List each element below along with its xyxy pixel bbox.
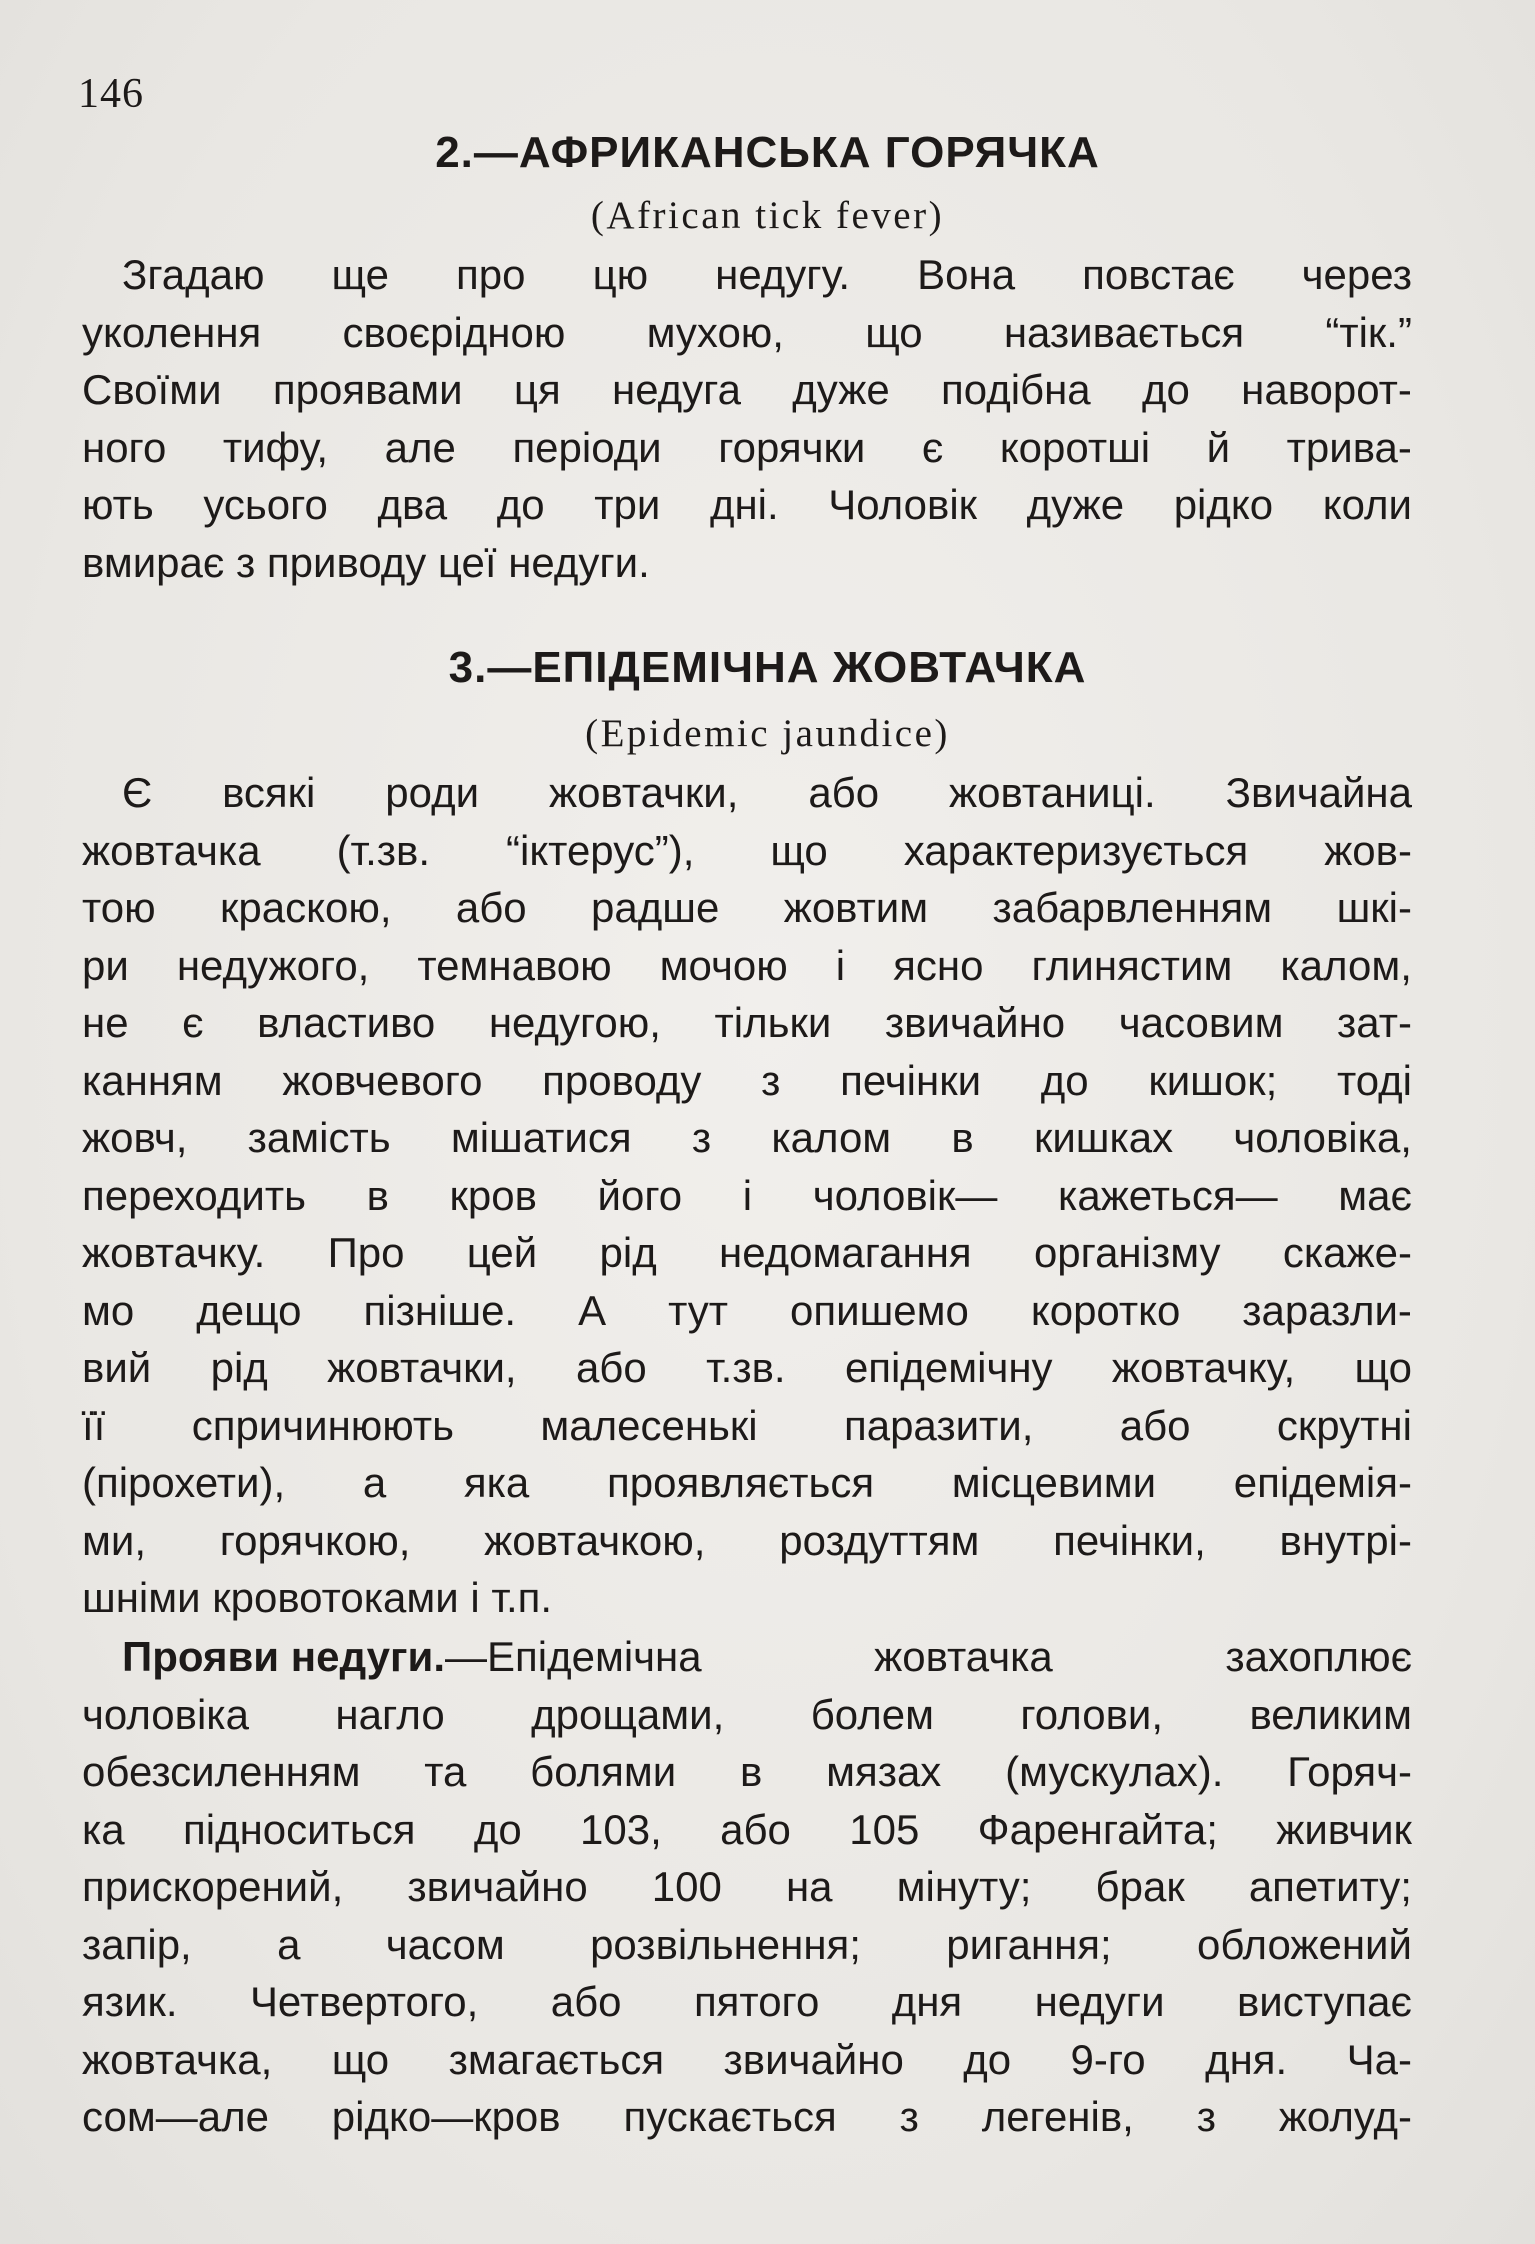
word: жов- xyxy=(1324,826,1412,874)
word: проводу xyxy=(542,1056,702,1104)
word: розвільнення; xyxy=(590,1920,861,1968)
word: й xyxy=(1206,423,1231,471)
word: ри xyxy=(82,941,129,989)
word: радше xyxy=(591,884,720,931)
word: що xyxy=(1354,1344,1412,1391)
word: що xyxy=(331,2035,390,2083)
word: два xyxy=(377,481,448,528)
word: А xyxy=(578,1286,607,1334)
word: забарвленням xyxy=(992,884,1273,931)
paragraph-african-fever xyxy=(82,246,1412,591)
word: 9-го xyxy=(1070,2035,1146,2083)
word: обложений xyxy=(1197,1920,1412,1968)
text-line xyxy=(82,994,1412,1052)
text-line xyxy=(82,1282,1412,1340)
text-line xyxy=(82,476,1412,534)
word: язик. xyxy=(82,1978,178,2025)
word: жовтачки, xyxy=(548,769,739,816)
word: болем xyxy=(810,1690,934,1738)
word: глинястим xyxy=(1031,941,1233,989)
word: звичайно xyxy=(407,1863,588,1910)
word: рід xyxy=(210,1344,268,1391)
paragraph-jaundice-types xyxy=(82,764,1412,1627)
word: виступає xyxy=(1236,1978,1412,2025)
word: кишках xyxy=(1033,1114,1174,1161)
text-line xyxy=(82,246,1412,304)
word: паразити, xyxy=(843,1401,1034,1449)
word: коротко xyxy=(1030,1286,1181,1334)
word: Є xyxy=(122,769,153,816)
word: тільки xyxy=(714,999,832,1046)
text-line xyxy=(82,1397,1412,1455)
word: ка xyxy=(82,1805,125,1853)
word: рідко xyxy=(1173,481,1274,528)
word: всякі xyxy=(222,769,316,816)
word: до xyxy=(1141,366,1190,413)
word: епідемічну xyxy=(844,1344,1053,1391)
text-line xyxy=(82,1224,1412,1282)
word: уколення xyxy=(82,308,262,356)
word: пятого xyxy=(693,1978,820,2025)
word: дні. xyxy=(709,481,779,528)
word: замість xyxy=(247,1114,391,1161)
word: організму xyxy=(1033,1229,1221,1276)
word: жовтачка xyxy=(82,826,261,874)
word: темнавою xyxy=(417,941,612,989)
word: яка xyxy=(463,1459,530,1506)
word: обезсиленням xyxy=(82,1748,361,1795)
word: мухою, xyxy=(646,308,784,356)
word: роди xyxy=(385,769,480,816)
word: дуже xyxy=(792,366,890,413)
word: недугою, xyxy=(488,999,661,1046)
word: внутрі- xyxy=(1279,1516,1412,1564)
word: жовтим xyxy=(783,884,929,931)
word: її xyxy=(82,1401,106,1449)
word: горячки xyxy=(718,423,866,471)
word: наворот- xyxy=(1241,366,1412,413)
word: часом xyxy=(385,1920,505,1968)
word: тою xyxy=(82,884,156,931)
text-line xyxy=(82,1858,1412,1916)
word: скрутні xyxy=(1276,1401,1412,1449)
word: жолуд- xyxy=(1278,2093,1412,2140)
word: Вона xyxy=(917,251,1016,298)
word: часовим xyxy=(1118,999,1284,1046)
word: усього xyxy=(203,481,328,528)
word: дрощами, xyxy=(531,1690,725,1738)
text-line xyxy=(82,2031,1412,2089)
word: жовтаниці. xyxy=(949,769,1156,816)
word: характеризується xyxy=(903,826,1249,874)
text-line xyxy=(82,1167,1412,1225)
word: ригання; xyxy=(946,1920,1112,1968)
text-line xyxy=(82,822,1412,880)
word: чоловіка, xyxy=(1233,1114,1412,1161)
word: Прояви недуги.—Епідемічна xyxy=(122,1633,702,1680)
text-line xyxy=(82,1686,1412,1744)
word: Чоловік xyxy=(828,481,978,528)
word: мязах xyxy=(826,1748,942,1795)
text-line xyxy=(82,361,1412,419)
word: дня xyxy=(891,1978,963,2025)
word: або xyxy=(575,1344,647,1391)
word: великим xyxy=(1249,1690,1412,1738)
word: малесенькі xyxy=(540,1401,758,1449)
word: та xyxy=(424,1748,467,1795)
word: про xyxy=(456,251,526,298)
word: до xyxy=(963,2035,1012,2083)
word: трива- xyxy=(1286,423,1412,471)
text-line xyxy=(82,937,1412,995)
word: або xyxy=(720,1805,791,1853)
word: тут xyxy=(668,1286,729,1334)
word: (мускулах). xyxy=(1005,1748,1224,1795)
text-line xyxy=(82,1801,1412,1859)
word: опишемо xyxy=(790,1286,969,1334)
word: горячкою, xyxy=(219,1516,411,1564)
word: голови, xyxy=(1020,1690,1164,1738)
word: але xyxy=(384,423,456,471)
word: калом, xyxy=(1280,941,1412,989)
word: ясно xyxy=(893,941,984,989)
word: недуга xyxy=(612,366,741,413)
word: є xyxy=(921,423,944,471)
word: кажеться— xyxy=(1058,1171,1278,1219)
text-line xyxy=(82,764,1412,822)
text-line xyxy=(82,879,1412,937)
word: називається xyxy=(1003,308,1245,356)
word: що xyxy=(865,308,923,356)
word: епідемія- xyxy=(1233,1459,1412,1506)
page-number: 146 xyxy=(78,71,144,117)
word: недугу. xyxy=(715,251,851,298)
word: кров xyxy=(449,1171,537,1219)
word: його xyxy=(597,1171,683,1219)
word: сом—але xyxy=(82,2093,269,2140)
word: з xyxy=(1196,2093,1216,2140)
word: живчик xyxy=(1276,1805,1412,1853)
word: і xyxy=(835,941,846,989)
word: ного xyxy=(82,423,167,471)
word: Фаренгайта; xyxy=(977,1805,1218,1853)
text-line xyxy=(82,1916,1412,1974)
word: до xyxy=(473,1805,522,1853)
word: Четвертого, xyxy=(249,1978,479,2025)
word: з xyxy=(761,1056,781,1104)
text-line: шніми кровотоками і т.п. xyxy=(82,1574,553,1621)
word: кишок; xyxy=(1148,1056,1278,1104)
section-subtitle-epidemic-jaundice: (Epidemic jaundice) xyxy=(585,712,950,755)
word: цю xyxy=(592,251,649,298)
text-line xyxy=(82,1512,1412,1570)
symptoms-lead: Прояви недуги. xyxy=(122,1633,445,1680)
word: болями xyxy=(530,1748,677,1795)
word: калом xyxy=(771,1114,892,1161)
word: Горяч- xyxy=(1287,1748,1412,1795)
word: звичайно xyxy=(884,999,1066,1046)
word: пізніше. xyxy=(363,1286,517,1334)
word: ють xyxy=(82,481,154,528)
section-subtitle-african-fever: (African tick fever) xyxy=(590,194,945,237)
text-line xyxy=(82,1454,1412,1512)
word: подібна xyxy=(941,366,1091,413)
word: 103, xyxy=(580,1805,662,1853)
word: жовтачки, xyxy=(327,1344,517,1391)
text-line xyxy=(82,2088,1412,2146)
word: ця xyxy=(513,366,561,413)
text-line xyxy=(82,419,1412,477)
word: Про xyxy=(327,1229,405,1276)
word: повстає xyxy=(1082,251,1235,298)
word: недомагання xyxy=(719,1229,972,1276)
word: на xyxy=(785,1863,833,1910)
word: скаже- xyxy=(1282,1229,1412,1276)
text-line xyxy=(82,1339,1412,1397)
word: мінуту; xyxy=(896,1863,1032,1910)
word: в xyxy=(951,1114,974,1161)
word: в xyxy=(740,1748,763,1795)
word: “іктерус”), xyxy=(506,826,695,874)
word: жовтачку. xyxy=(82,1229,266,1276)
word: зат- xyxy=(1337,999,1412,1046)
word: або xyxy=(550,1978,622,2025)
word: спричинюють xyxy=(191,1401,454,1449)
word: прискорений, xyxy=(82,1863,344,1910)
word: або xyxy=(808,769,880,816)
word: жовчевого xyxy=(282,1056,483,1104)
word: три xyxy=(594,481,661,528)
word: коли xyxy=(1322,481,1412,528)
word: жовч, xyxy=(82,1114,188,1161)
word: є xyxy=(182,999,204,1046)
word: з xyxy=(691,1114,712,1161)
paragraph-symptoms xyxy=(82,1628,1412,2146)
text-line xyxy=(82,1743,1412,1801)
word: змагається xyxy=(448,2035,665,2083)
word: канням xyxy=(82,1056,223,1104)
word: своєрідною xyxy=(342,308,566,356)
word: Ча- xyxy=(1346,2035,1412,2083)
text-line: вмирає з приводу цеї недуги. xyxy=(82,538,650,586)
word: (т.зв. xyxy=(336,826,431,874)
word: що xyxy=(770,826,828,874)
word: ми, xyxy=(82,1516,147,1564)
word: проявляється xyxy=(606,1459,875,1506)
word: тифу, xyxy=(222,423,329,471)
word: а xyxy=(362,1459,387,1506)
text-line xyxy=(82,1628,1412,1686)
word: (пірохети), xyxy=(82,1459,286,1506)
word: шкі- xyxy=(1336,884,1412,931)
word: т.зв. xyxy=(706,1344,786,1391)
word: або xyxy=(1119,1401,1191,1449)
word: в xyxy=(366,1171,389,1219)
word: недужого, xyxy=(176,941,370,989)
word: має xyxy=(1338,1171,1412,1219)
word: через xyxy=(1301,251,1412,298)
word: дня. xyxy=(1205,2035,1288,2083)
word: запір, xyxy=(82,1920,192,1968)
word: не xyxy=(82,999,129,1046)
word: рідко—кров xyxy=(331,2093,561,2140)
word: мо xyxy=(82,1286,135,1334)
word: з xyxy=(899,2093,919,2140)
word: а xyxy=(277,1920,301,1968)
word: Своїми xyxy=(82,366,222,413)
word: коротші xyxy=(999,423,1151,471)
word: недуги xyxy=(1034,1978,1165,2025)
word: мочою xyxy=(659,941,788,989)
word: підноситься xyxy=(183,1805,416,1853)
word: захоплює xyxy=(1225,1633,1412,1680)
word: нагло xyxy=(335,1690,445,1738)
word: періоди xyxy=(512,423,662,471)
word: переходить xyxy=(82,1171,306,1219)
word: місцевими xyxy=(951,1459,1157,1506)
text-line xyxy=(82,304,1412,362)
word: брак xyxy=(1095,1863,1185,1910)
word: до xyxy=(1040,1056,1089,1104)
word: 105 xyxy=(849,1805,920,1853)
section-heading-epidemic-jaundice: 3.—ЕПІДЕМІЧНА ЖОВТАЧКА xyxy=(448,643,1087,692)
word: вий xyxy=(82,1344,152,1391)
word: жовтачка xyxy=(874,1633,1053,1680)
word: дуже xyxy=(1026,481,1125,528)
word: звичайно xyxy=(723,2035,904,2083)
text-line xyxy=(82,1109,1412,1167)
word: жовтачка, xyxy=(82,2035,273,2083)
word: рід xyxy=(599,1229,657,1276)
word: чоловік— xyxy=(812,1171,998,1219)
word: жовтачку, xyxy=(1111,1344,1296,1391)
word: заразли- xyxy=(1242,1286,1412,1334)
word: “тік.” xyxy=(1325,308,1412,356)
word: апетиту; xyxy=(1248,1863,1412,1910)
word: і xyxy=(742,1171,753,1219)
word: роздуттям xyxy=(779,1516,980,1564)
word: Звичайна xyxy=(1225,769,1412,816)
word: мішатися xyxy=(450,1114,632,1161)
word: до xyxy=(496,481,545,528)
word: проявами xyxy=(272,366,463,413)
word: пускається xyxy=(623,2093,837,2140)
word: жовтачкою, xyxy=(484,1516,706,1564)
word: легенів, xyxy=(981,2093,1134,2140)
word: чоловіка xyxy=(82,1690,249,1738)
word: 100 xyxy=(651,1863,722,1910)
word: властиво xyxy=(257,999,436,1046)
text-line xyxy=(82,1052,1412,1110)
word: краскою, xyxy=(220,884,392,931)
word: дещо xyxy=(196,1286,302,1334)
word: Згадаю xyxy=(122,251,265,298)
word: тоді xyxy=(1336,1056,1412,1104)
word: печінки xyxy=(840,1056,982,1104)
text-line xyxy=(82,1973,1412,2031)
section-heading-african-fever: 2.—АФРИКАНСЬКА ГОРЯЧКА xyxy=(435,128,1100,177)
word: або xyxy=(455,884,527,931)
word: ще xyxy=(331,251,389,298)
word: цей xyxy=(466,1229,538,1276)
word: печінки, xyxy=(1053,1516,1206,1564)
